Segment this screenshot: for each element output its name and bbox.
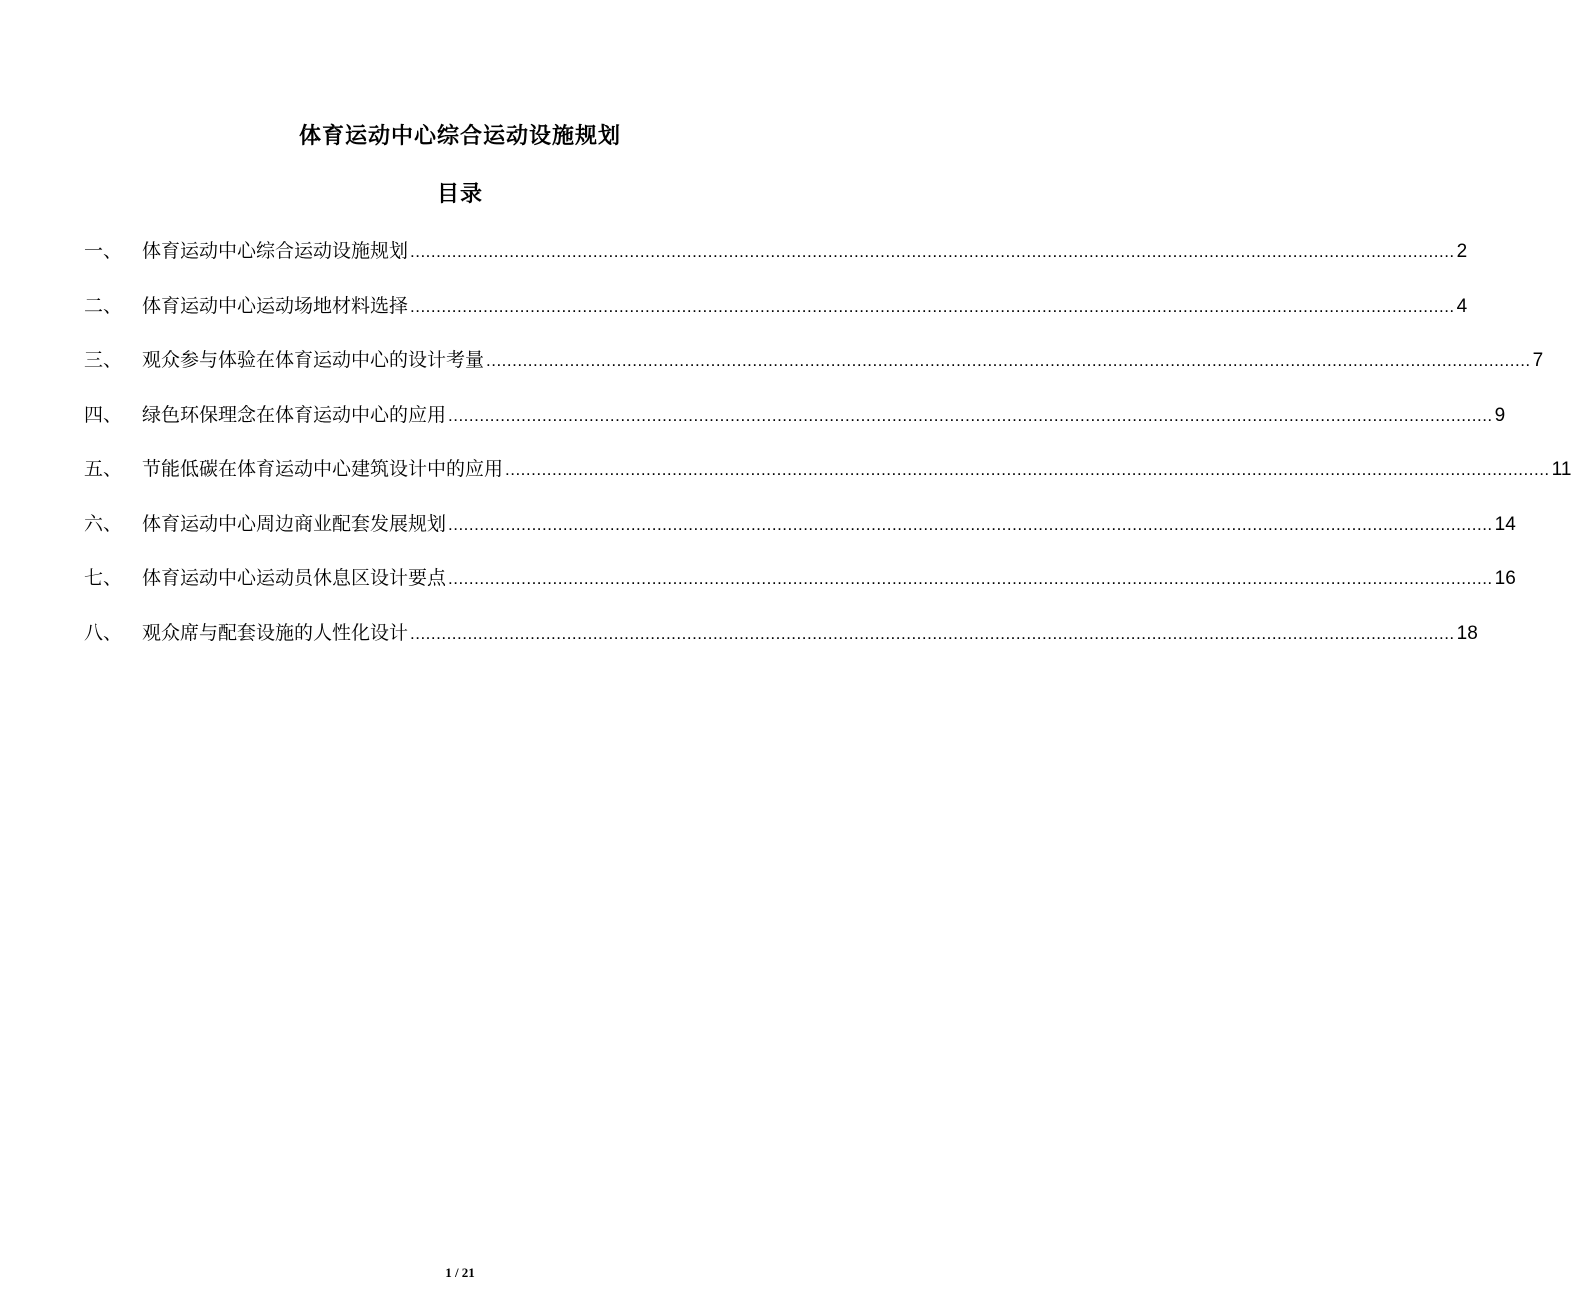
toc-entry-3[interactable] [84,344,1544,399]
toc-entry-page: 2 [1456,241,1468,262]
toc-entry-title: 绿色环保理念在体育运动中心的应用 [142,403,447,426]
toc-dot-leader: ........................................................................................................................................................................................................ [448,405,1493,425]
toc-entry-5[interactable] [84,453,1571,508]
toc-entry-title: 体育运动中心综合运动设施规划 [142,240,409,262]
toc-entry-number: 五、 [84,458,123,480]
toc-heading: 目录 [436,182,483,207]
toc-entry-8[interactable] [84,617,1478,672]
toc-dot-leader: ........................................................................................................................................................................................................ [505,460,1550,479]
page-number-footer: 1 / 21 [445,1265,475,1280]
toc-entry-6[interactable] [84,508,1516,563]
toc-entry-page: 11 [1551,459,1571,480]
toc-entry-title: 节能低碳在体育运动中心建筑设计中的应用 [142,458,504,480]
toc-entry-number: 一、 [84,240,123,262]
toc-dot-leader: ........................................................................................................................................................................................................ [486,351,1531,370]
toc-entry-7[interactable] [84,562,1516,617]
toc-entry-page: 18 [1456,622,1478,644]
toc-dot-leader: ........................................................................................................................................................................................................ [410,296,1455,316]
toc-entry-1[interactable] [84,235,1468,290]
toc-entry-page: 16 [1494,568,1516,589]
toc-entry-page: 14 [1494,513,1516,535]
toc-entry-page: 9 [1494,404,1506,426]
toc-entry-title: 体育运动中心运动员休息区设计要点 [142,567,447,589]
toc-entry-title: 体育运动中心运动场地材料选择 [142,294,409,317]
toc-entry-number: 三、 [84,349,123,371]
toc-entry-title: 体育运动中心周边商业配套发展规划 [142,512,447,535]
toc-entry-4[interactable] [84,399,1506,454]
toc-dot-leader: ........................................................................................................................................................................................................ [448,569,1493,588]
toc-entry-number: 八、 [84,621,123,644]
toc-entry-title: 观众席与配套设施的人性化设计 [142,621,409,644]
toc-entry-number: 七、 [84,567,123,589]
toc-dot-leader: ........................................................................................................................................................................................................ [410,623,1455,643]
toc-entry-page: 7 [1532,350,1544,371]
toc-entry-number: 二、 [84,294,123,317]
toc-dot-leader: ........................................................................................................................................................................................................ [410,242,1455,261]
table-of-contents [84,235,1571,671]
toc-dot-leader: ........................................................................................................................................................................................................ [448,514,1493,534]
toc-entry-number: 六、 [84,512,123,535]
toc-entry-2[interactable] [84,290,1468,345]
toc-entry-page: 4 [1456,295,1468,317]
toc-entry-title: 观众参与体验在体育运动中心的设计考量 [142,349,485,371]
document-title: 体育运动中心综合运动设施规划 [298,124,621,149]
toc-entry-number: 四、 [84,403,123,426]
